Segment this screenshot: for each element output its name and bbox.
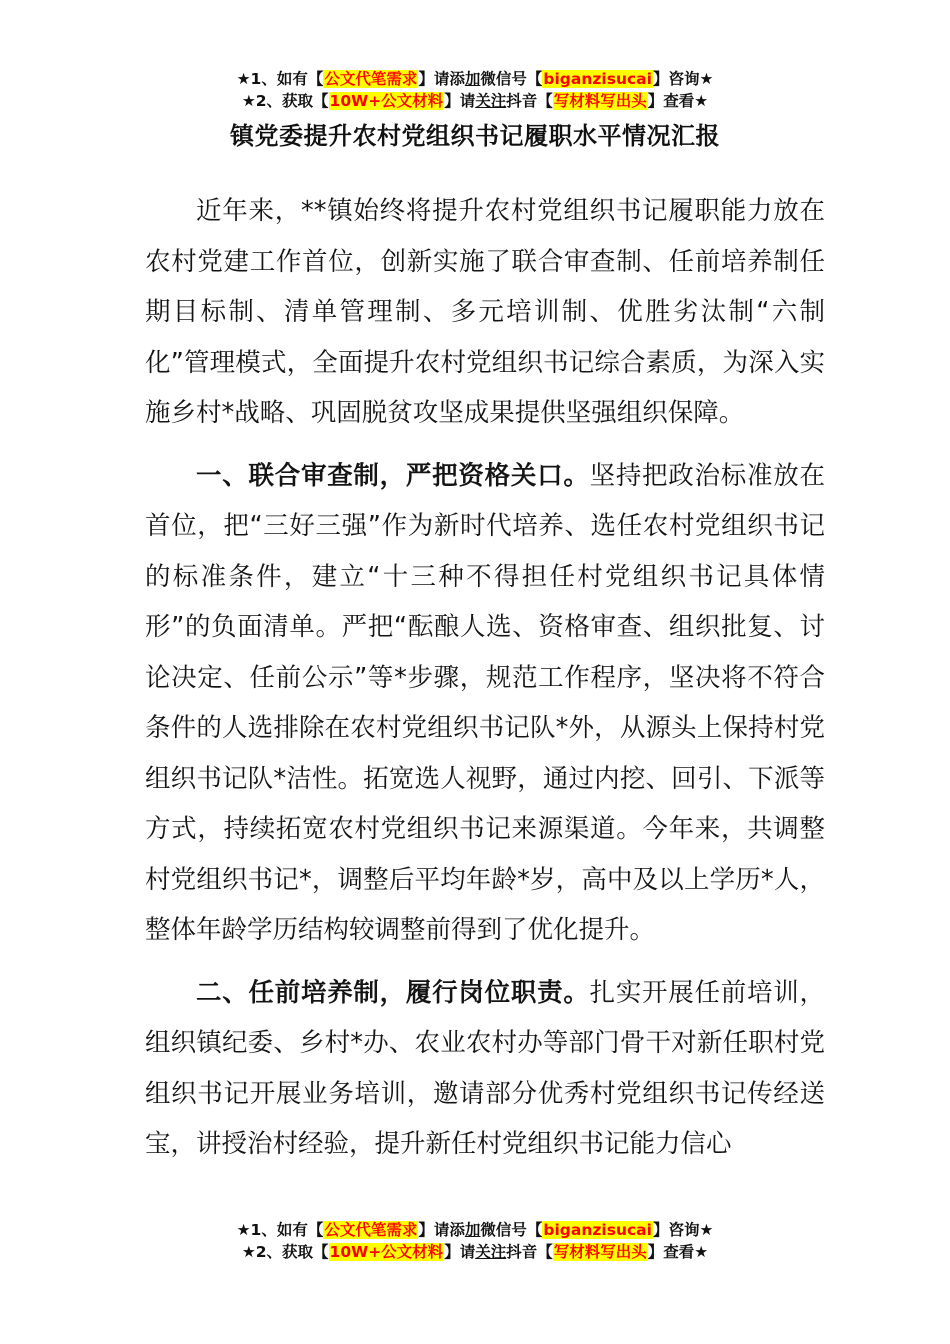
document-body	[145, 186, 825, 1182]
banner-line-1: ★1、如有【公文代笔需求】请添加微信号【biganzisucai】咨询★	[236, 70, 714, 88]
highlight-service: 公文代笔需求	[324, 70, 418, 88]
footer-highlight-wechat-id: biganzisucai	[543, 1221, 652, 1239]
footer-highlight-douyin-account: 写材料写出头	[553, 1243, 647, 1261]
section-2-heading: 二、任前培养制，履行岗位职责。	[196, 977, 590, 1008]
footer-banner	[0, 1219, 950, 1263]
section-1-paragraph	[145, 451, 825, 956]
highlight-douyin-account: 写材料写出头	[553, 92, 647, 110]
header-banner	[0, 68, 950, 112]
section-2-text: 扎实开展任前培训，组织镇纪委、乡村*办、农业农村办等部门骨干对新任职村党组织书记开展业务培训，邀请部分优秀村党组织书记传经送宝，讲授治村经验，提升新任村党组织书记能力信心	[145, 977, 825, 1159]
section-1-heading: 一、联合审查制，严把资格关口。	[196, 460, 590, 491]
banner-line-2: ★2、获取【10W+公文材料】请关注抖音【写材料写出头】查看★	[241, 92, 709, 110]
section-1-text: 坚持把政治标准放在首位，把“三好三强”作为新时代培养、选任农村党组织书记的标准条件，建立“十三种不得担任村党组织书记具体情形”的负面清单。严把“酝酿人选、资格审查、组织批复、讨论决定、任前公示”等*步骤，规范工作程序，坚决将不符合条件的人选排除在农村党组织书记队*外，从源头上保持村党组织书记队*洁性。拓宽选人视野，通过内挖、回引、下派等方式，持续拓宽农村党组织书记来源渠道。今年来，共调整村党组织书记*，调整后平均年龄*岁，高中及以上学历*人，整体年龄学历结构较调整前得到了优化提升。	[145, 460, 825, 945]
footer-banner-line-1: ★1、如有【公文代笔需求】请添加微信号【biganzisucai】咨询★	[236, 1221, 714, 1239]
footer-highlight-service: 公文代笔需求	[324, 1221, 418, 1239]
highlight-materials: 10W+公文材料	[329, 92, 444, 110]
document-title: 镇党委提升农村党组织书记履职水平情况汇报	[230, 122, 720, 150]
footer-highlight-materials: 10W+公文材料	[329, 1243, 444, 1261]
highlight-wechat-id: biganzisucai	[543, 70, 652, 88]
section-2-paragraph	[145, 968, 825, 1170]
footer-banner-line-2: ★2、获取【10W+公文材料】请关注抖音【写材料写出头】查看★	[241, 1243, 709, 1261]
intro-paragraph: 近年来，**镇始终将提升农村党组织书记履职能力放在农村党建工作首位，创新实施了联合审查制、任前培养制任期目标制、清单管理制、多元培训制、优胜劣汰制“六制化”管理模式，全面提升农村党组织书记综合素质，为深入实施乡村*战略、巩固脱贫攻坚成果提供坚强组织保障。	[145, 196, 825, 428]
